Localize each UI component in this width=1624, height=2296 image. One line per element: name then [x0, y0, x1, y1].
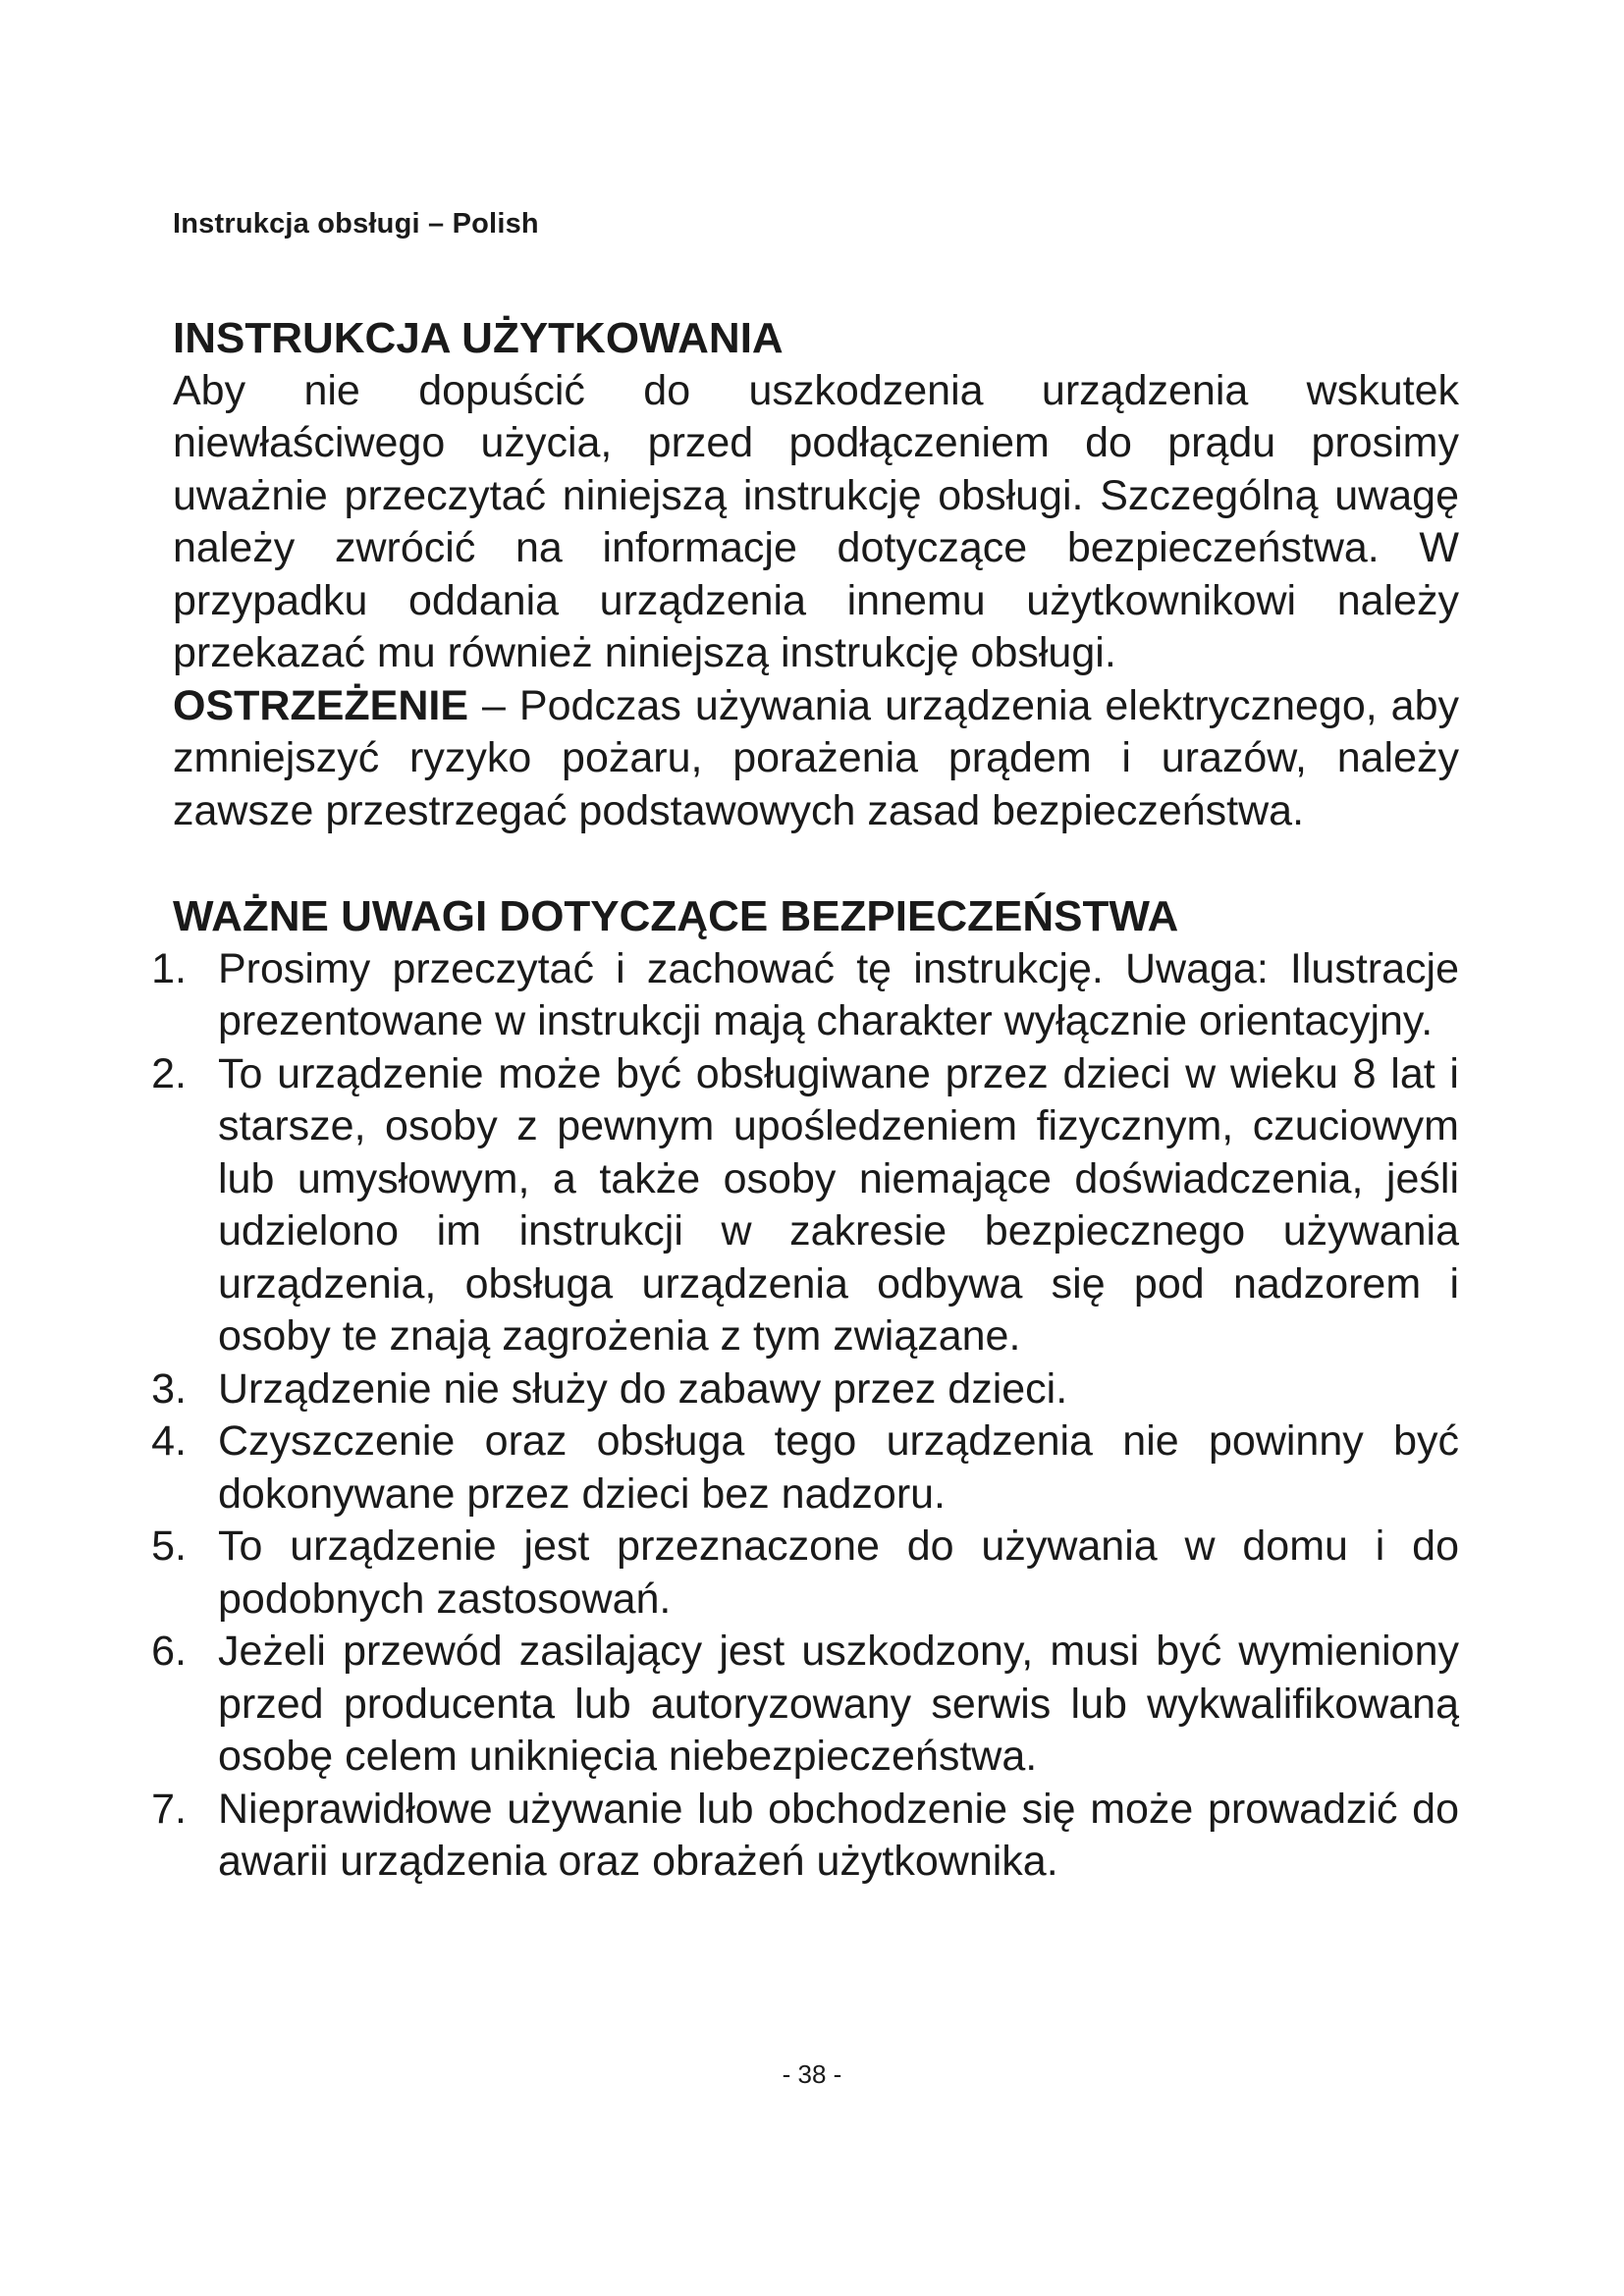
list-item-number: 2. — [151, 1049, 187, 1097]
list-item-number: 6. — [151, 1628, 187, 1675]
page-content — [151, 312, 1459, 1889]
list-item-number: 4. — [151, 1417, 187, 1465]
list-item-text: Jeżeli przewód zasilający jest uszkodzony, musi być wymieniony przed producenta lub autoryzowany serwis lub wykwalifikowaną osobę celem uniknięcia niebezpieczeństwa. — [218, 1628, 1459, 1780]
list-item — [151, 1415, 1459, 1521]
list-item — [151, 1626, 1459, 1784]
warning-paragraph — [173, 680, 1459, 838]
list-item — [151, 1048, 1459, 1363]
list-item — [151, 1521, 1459, 1626]
usage-title: INSTRUKCJA UŻYTKOWANIA — [173, 314, 784, 362]
safety-list — [151, 943, 1459, 1889]
list-item-text: To urządzenie jest przeznaczone do używania w domu i do podobnych zastosowań. — [218, 1522, 1459, 1623]
list-item-text: To urządzenie może być obsługiwane przez dzieci w wieku 8 lat i starsze, osoby z pewnym upośledzeniem fizycznym, czuciowym lub umysłowym, a także osoby niemające doświadczenia, jeśli udzielono im instrukcji w zakresie bezpiecznego używania urządzenia, obsługa urządzenia odbywa się pod nadzorem i osoby te znają zagrożenia z tym związane. — [218, 1049, 1459, 1360]
list-item — [151, 943, 1459, 1048]
list-item-text: Nieprawidłowe używanie lub obchodzenie się może prowadzić do awarii urządzenia oraz obrażeń użytkownika. — [218, 1785, 1459, 1885]
list-item-number: 7. — [151, 1785, 187, 1833]
warning-label: OSTRZEŻENIE — [173, 681, 469, 729]
warning-text: – Podczas używania urządzenia elektrycznego, aby zmniejszyć ryzyko pożaru, porażenia prądem i urazów, należy zawsze przestrzegać podstawowych zasad bezpieczeństwa. — [173, 681, 1459, 834]
list-item-text: Czyszczenie oraz obsługa tego urządzenia nie powinny być dokonywane przez dzieci bez nadzoru. — [218, 1417, 1459, 1518]
page-number: - 38 - — [782, 2059, 842, 2089]
running-header: Instrukcja obsługi – Polish — [173, 208, 539, 240]
list-item — [151, 1784, 1459, 1889]
list-item-text: Urządzenie nie służy do zabawy przez dzieci. — [218, 1364, 1068, 1413]
section-spacer — [173, 837, 1459, 890]
safety-title: WAŻNE UWAGI DOTYCZĄCE BEZPIECZEŃSTWA — [173, 892, 1179, 940]
list-item-number: 5. — [151, 1522, 187, 1570]
list-item-number: 1. — [151, 944, 187, 992]
usage-paragraph: Aby nie dopuścić do uszkodzenia urządzenia wskutek niewłaściwego użycia, przed podłączeniem do prądu prosimy uważnie przeczytać niniejszą instrukcję obsługi. Szczególną uwagę należy zwrócić na informacje dotyczące bezpieczeństwa. W przypadku oddania urządzenia innemu użytkownikowi należy przekazać mu również niniejszą instrukcję obsługi. — [173, 366, 1459, 676]
list-item-text: Prosimy przeczytać i zachować tę instrukcję. Uwaga: Ilustracje prezentowane w instrukcji mają charakter wyłącznie orientacyjny. — [218, 944, 1459, 1044]
list-item-number: 3. — [151, 1364, 187, 1413]
list-item — [151, 1363, 1459, 1416]
